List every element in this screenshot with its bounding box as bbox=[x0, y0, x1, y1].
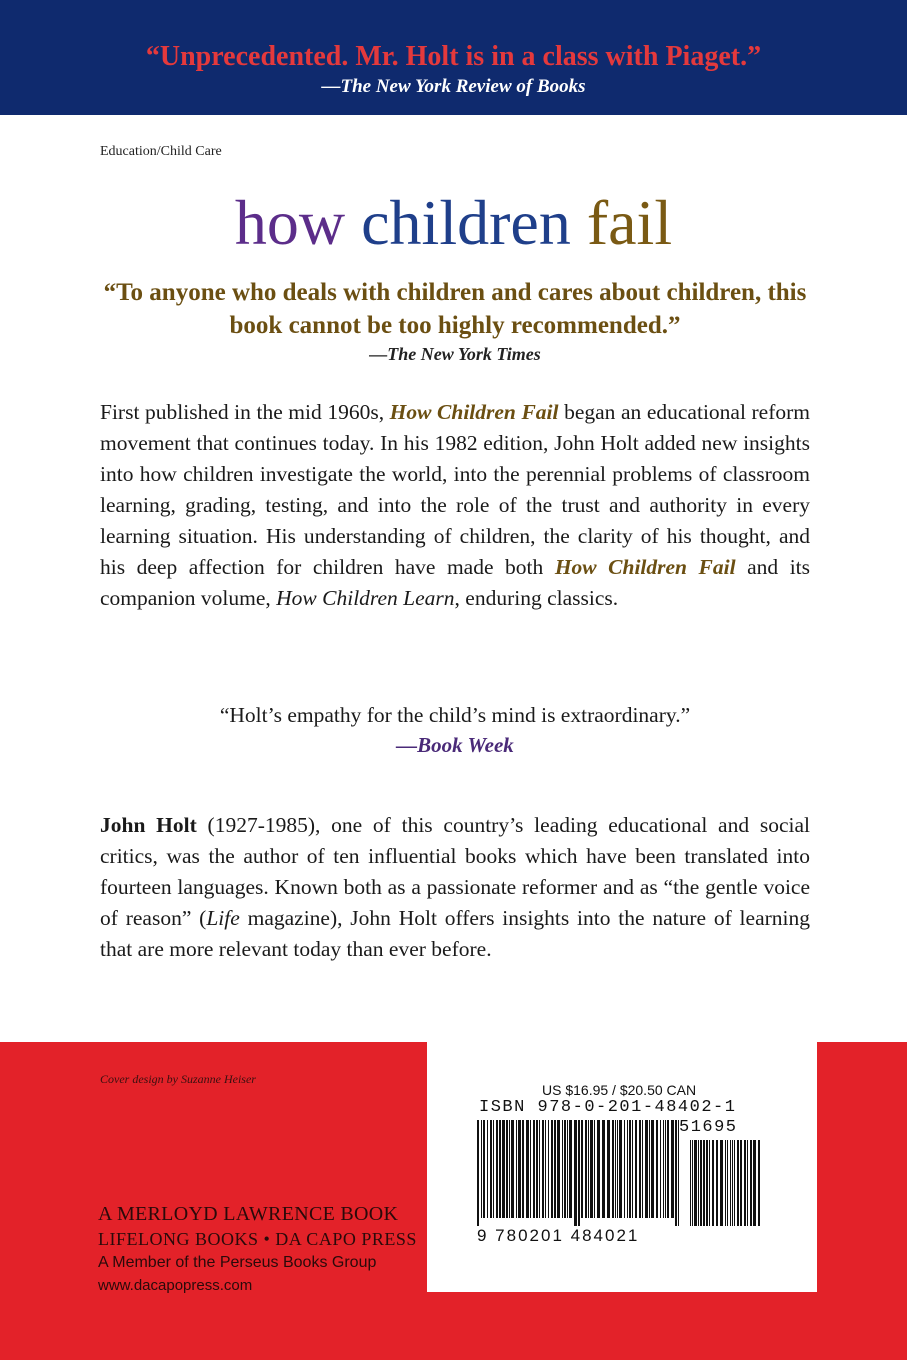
description-text: , enduring classics. bbox=[454, 586, 619, 610]
barcode-image bbox=[475, 1120, 765, 1228]
book-week-quote: “Holt’s empathy for the child’s mind is extraordinary.” bbox=[219, 703, 691, 727]
publisher-imprint: A MERLOYD LAWRENCE BOOK bbox=[98, 1203, 399, 1225]
barcode-addon-bar bbox=[694, 1140, 697, 1226]
barcode-bar bbox=[539, 1120, 540, 1218]
barcode-bar bbox=[588, 1120, 589, 1218]
barcode-bar bbox=[678, 1120, 679, 1226]
barcode-bar bbox=[483, 1120, 485, 1218]
barcode-bar bbox=[615, 1120, 616, 1218]
barcode-bar bbox=[619, 1120, 622, 1218]
barcode-bar bbox=[585, 1120, 587, 1218]
barcode-addon-bar bbox=[712, 1140, 714, 1226]
barcode-bar bbox=[493, 1120, 494, 1218]
barcode-addon-bar bbox=[740, 1140, 742, 1226]
barcode-bar bbox=[554, 1120, 556, 1218]
barcode-bar bbox=[649, 1120, 650, 1218]
title-word-fail: fail bbox=[586, 187, 673, 258]
barcode-addon-bar bbox=[700, 1140, 702, 1226]
barcode-addon-bar bbox=[737, 1140, 739, 1226]
cover-design-credit: Cover design by Suzanne Heiser bbox=[100, 1072, 256, 1086]
barcode-addon-digits: 51695 bbox=[679, 1118, 738, 1137]
barcode-addon-bar bbox=[709, 1140, 710, 1226]
top-quote: “Unprecedented. Mr. Holt is in a class with Piaget.” bbox=[145, 41, 762, 72]
barcode-bar bbox=[545, 1120, 546, 1218]
barcode-bar bbox=[564, 1120, 566, 1218]
barcode-bar bbox=[526, 1120, 529, 1218]
barcode-bar bbox=[645, 1120, 648, 1218]
barcode-bar bbox=[635, 1120, 637, 1218]
nyt-review-attribution: —The New York Times bbox=[369, 344, 541, 364]
barcode-bar bbox=[562, 1120, 563, 1218]
book-title bbox=[0, 188, 907, 258]
description-title-ref: How Children Fail bbox=[554, 555, 736, 579]
barcode-bar bbox=[642, 1120, 643, 1218]
barcode-bar bbox=[522, 1120, 524, 1218]
barcode-addon-bar bbox=[698, 1140, 699, 1226]
nyt-review-quote: “To anyone who deals with children and cares about children, this book cannot be too highly recommended.” bbox=[103, 279, 807, 339]
barcode-bar bbox=[667, 1120, 669, 1218]
barcode-bar bbox=[481, 1120, 482, 1218]
barcode-addon-bar bbox=[692, 1140, 693, 1226]
bio-text: (1927-1985), one of this country’s leading educational and social critics, was the author of ten influential books which have been translated into fourteen languages. Known both as a passionate reformer and as “the gentle voice of reason” ( bbox=[100, 813, 810, 930]
barcode-bar bbox=[509, 1120, 510, 1218]
description-book-ref: How Children Learn bbox=[276, 586, 455, 610]
publisher-name: LIFELONG BOOKS • DA CAPO PRESS bbox=[98, 1229, 417, 1249]
barcode-bar bbox=[533, 1120, 535, 1218]
title-word-how: how bbox=[234, 187, 346, 258]
barcode-bar bbox=[651, 1120, 654, 1218]
barcode-bar bbox=[590, 1120, 593, 1218]
barcode-bar bbox=[617, 1120, 618, 1218]
barcode-bar bbox=[487, 1120, 488, 1218]
barcode-bar bbox=[511, 1120, 514, 1218]
bio-text: magazine), John Holt offers insights into the nature of learning that are more relevant today than ever before. bbox=[100, 906, 810, 961]
barcode-bar bbox=[581, 1120, 583, 1218]
book-week-attribution: —Book Week bbox=[396, 733, 514, 757]
ean-digits: 9 780201 484021 bbox=[477, 1226, 640, 1245]
barcode-panel bbox=[427, 1042, 817, 1292]
barcode-bar bbox=[671, 1120, 674, 1218]
barcode-bar bbox=[612, 1120, 614, 1218]
barcode-bar bbox=[542, 1120, 544, 1218]
barcode-addon-bar bbox=[716, 1140, 718, 1226]
barcode-addon-bar bbox=[750, 1140, 752, 1226]
barcode-bar bbox=[594, 1120, 595, 1218]
barcode-bar bbox=[624, 1120, 625, 1218]
top-quote-attribution: —The New York Review of Books bbox=[321, 76, 586, 97]
barcode-bar bbox=[518, 1120, 521, 1218]
barcode-bar bbox=[597, 1120, 600, 1218]
top-quote-band bbox=[0, 0, 907, 115]
bio-magazine: Life bbox=[206, 906, 240, 930]
isbn-label: ISBN 978-0-201-48402-1 bbox=[479, 1098, 737, 1117]
barcode-addon-bar bbox=[720, 1140, 723, 1226]
publisher-website: www.dacapopress.com bbox=[98, 1277, 253, 1294]
publisher-group: A Member of the Perseus Books Group bbox=[98, 1254, 377, 1271]
barcode-bar bbox=[656, 1120, 658, 1218]
barcode-addon-bar bbox=[758, 1140, 760, 1226]
author-name: John Holt bbox=[100, 813, 197, 837]
barcode-bar bbox=[548, 1120, 549, 1218]
barcode-bar bbox=[569, 1120, 572, 1218]
barcode-addon-bar bbox=[747, 1140, 748, 1226]
barcode-bar bbox=[632, 1120, 633, 1218]
barcode-bar bbox=[602, 1120, 605, 1218]
barcode-addon-bar bbox=[732, 1140, 733, 1226]
description-text: began an educational reform movement that continues today. In his 1982 edition, John Holt added new insights into how children investigate the world, into the perennial problems of classroom learning, grading, testing, and into the role of the trust and authority in every learning situation. His understanding of children, the clarity of his thought, and his deep affection for children have made both bbox=[100, 400, 810, 579]
barcode-addon-bar bbox=[727, 1140, 728, 1226]
barcode-addon-bar bbox=[725, 1140, 726, 1226]
barcode-addon-bar bbox=[744, 1140, 746, 1226]
barcode-addon-bar bbox=[730, 1140, 731, 1226]
barcode-bar bbox=[551, 1120, 553, 1218]
barcode-addon-bar bbox=[706, 1140, 708, 1226]
barcode-bar bbox=[639, 1120, 641, 1218]
description-title-ref: How Children Fail bbox=[389, 400, 559, 424]
description-text: First published in the mid 1960s, bbox=[100, 400, 390, 424]
barcode-bar bbox=[567, 1120, 568, 1218]
barcode-addon-bar bbox=[734, 1140, 735, 1226]
barcode-addon-bar bbox=[753, 1140, 756, 1226]
barcode-addon-bar bbox=[703, 1140, 705, 1226]
barcode-bar bbox=[578, 1120, 580, 1226]
barcode-bar bbox=[496, 1120, 498, 1218]
description-text: and its companion volume, bbox=[100, 555, 811, 610]
category-label: Education/Child Care bbox=[100, 144, 222, 159]
author-bio bbox=[100, 810, 810, 965]
barcode-bar bbox=[574, 1120, 577, 1226]
price-label: US $16.95 / $20.50 CAN bbox=[542, 1082, 697, 1098]
barcode-bar bbox=[506, 1120, 508, 1218]
barcode-bar bbox=[627, 1120, 628, 1218]
book-description bbox=[100, 397, 810, 614]
barcode-bar bbox=[660, 1120, 661, 1218]
barcode-bar bbox=[607, 1120, 610, 1218]
barcode-bar bbox=[629, 1120, 631, 1218]
barcode-bar bbox=[536, 1120, 538, 1218]
barcode-bar bbox=[530, 1120, 531, 1218]
barcode-bar bbox=[502, 1120, 505, 1218]
barcode-bar bbox=[499, 1120, 501, 1218]
barcode-bar bbox=[675, 1120, 677, 1226]
barcode-bar bbox=[516, 1120, 517, 1218]
barcode-bar bbox=[665, 1120, 666, 1218]
barcode-bar bbox=[663, 1120, 664, 1218]
barcode-addon-bar bbox=[690, 1140, 691, 1226]
barcode-bar bbox=[477, 1120, 479, 1226]
title-word-children: children bbox=[361, 187, 571, 258]
barcode-bar bbox=[557, 1120, 560, 1218]
barcode-bar bbox=[490, 1120, 492, 1218]
